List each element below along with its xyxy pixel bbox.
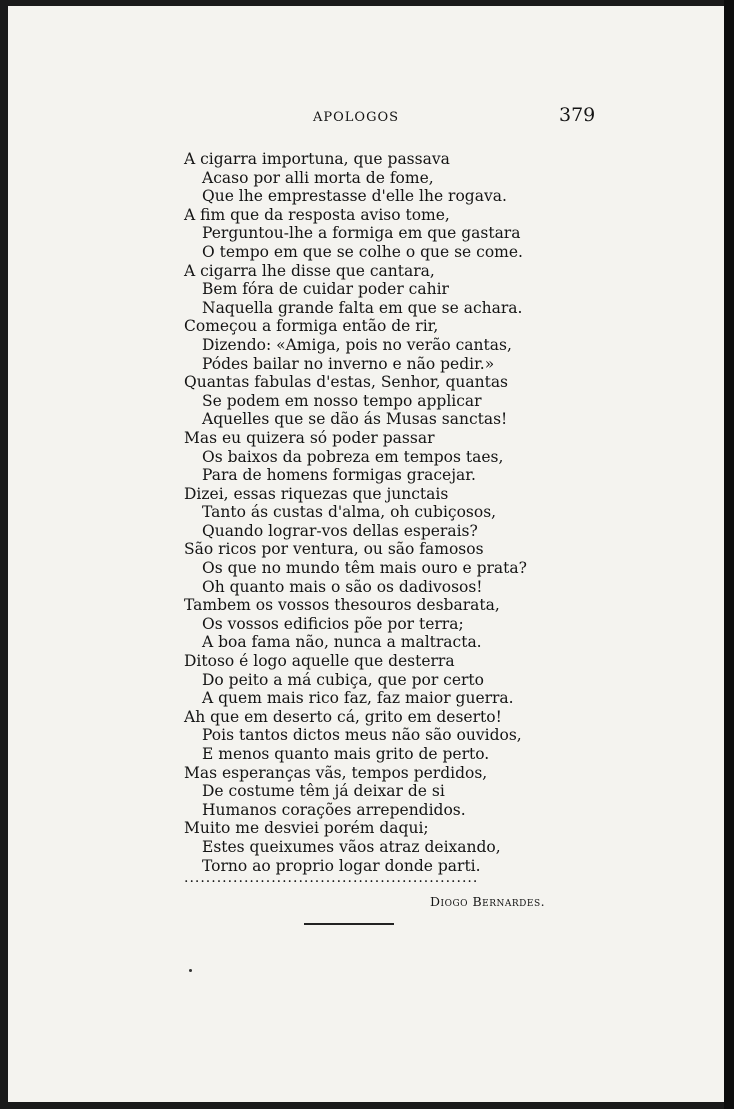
poem-line: Perguntou-lhe a formiga em que gastara: [202, 224, 521, 243]
poem-line: Ditoso é logo aquelle que desterra: [184, 652, 455, 671]
poem-line: Se podem em nosso tempo applicar: [202, 391, 482, 410]
poem-line: Pois tantos dictos meus não são ouvidos,: [202, 726, 522, 745]
poem-line: O tempo em que se colhe o que se come.: [202, 242, 523, 261]
poem-line: Do peito a má cubiça, que por certo: [202, 670, 484, 689]
poem-line: Ah que em deserto cá, grito em deserto!: [184, 707, 502, 726]
poem-line: De costume têm já deixar de si: [202, 782, 445, 801]
poem-line: Para de homens formigas gracejar.: [202, 466, 476, 485]
poem-line: Aquelles que se dão ás Musas sanctas!: [202, 410, 508, 429]
poem-line: Naquella grande falta em que se achara.: [202, 298, 523, 317]
scan-border: [724, 0, 734, 1109]
poem-line: Bem fóra de cuidar poder cahir: [202, 280, 449, 299]
poem-line: Pódes bailar no inverno e não pedir.»: [202, 354, 495, 373]
poem-line: Torno ao proprio logar donde parti.: [202, 856, 481, 875]
poem-line: Os baixos da pobreza em tempos taes,: [202, 447, 504, 466]
poem-line: Tambem os vossos thesouros desbarata,: [184, 596, 500, 615]
author-signature: Diogo Bernardes.: [430, 894, 546, 909]
section-rule: [304, 923, 394, 925]
poem-line: São ricos por ventura, ou são famosos: [184, 540, 484, 559]
poem-line: Começou a formiga então de rir,: [184, 317, 439, 336]
print-speck: [189, 969, 192, 972]
poem-line: Tanto ás custas d'alma, oh cubiçosos,: [202, 503, 497, 522]
poem-line: Muito me desviei porém daqui;: [184, 819, 429, 838]
poem-line: Humanos corações arrependidos.: [202, 800, 466, 819]
ellipsis-line: ......................................................: [184, 870, 479, 886]
poem-line: Quantas fabulas d'estas, Senhor, quantas: [184, 373, 509, 392]
poem-line: Quando lograr-vos dellas esperais?: [202, 521, 478, 540]
poem-line: Os que no mundo têm mais ouro e prata?: [202, 559, 527, 578]
page-number: 379: [559, 104, 596, 126]
book-page: [8, 6, 724, 1102]
poem-line: Oh quanto mais o são os dadivosos!: [202, 577, 483, 596]
poem-line: Estes queixumes vãos atraz deixando,: [202, 837, 501, 856]
poem-line: Dizei, essas riquezas que junctais: [184, 484, 449, 503]
poem-line: Que lhe emprestasse d'elle lhe rogava.: [202, 187, 507, 206]
poem-line: A boa fama não, nunca a maltracta.: [202, 633, 482, 652]
running-head: APOLOGOS: [313, 110, 400, 125]
poem-line: Mas esperanças vãs, tempos perdidos,: [184, 763, 488, 782]
poem-line: A fim que da resposta aviso tome,: [184, 205, 450, 224]
poem-body: [184, 150, 554, 875]
poem-line: Dizendo: «Amiga, pois no verão cantas,: [202, 335, 512, 354]
poem-line: A cigarra importuna, que passava: [184, 150, 450, 168]
poem-line: Os vossos edificios põe por terra;: [202, 614, 464, 633]
poem-line: E menos quanto mais grito de perto.: [202, 745, 490, 763]
poem-line: A cigarra lhe disse que cantara,: [184, 261, 435, 280]
poem-line: Acaso por alli morta de fome,: [202, 168, 434, 187]
poem-line: A quem mais rico faz, faz maior guerra.: [202, 689, 514, 708]
poem-line: Mas eu quizera só poder passar: [184, 428, 435, 447]
